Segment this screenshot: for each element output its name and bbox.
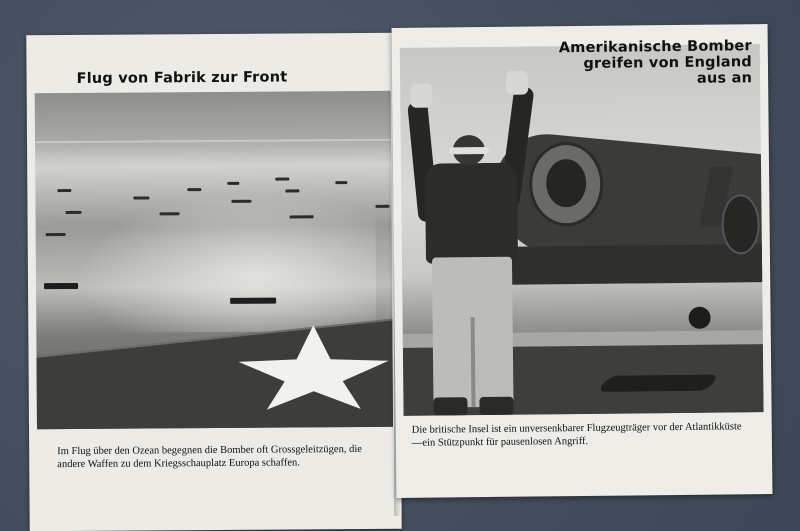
- ship: [227, 182, 239, 185]
- ship: [46, 233, 66, 236]
- horizon-line: [35, 139, 391, 143]
- ship: [187, 188, 201, 191]
- sea-sheen: [75, 191, 376, 333]
- left-page-title: Flug von Fabrik zur Front: [76, 69, 288, 87]
- ship: [231, 200, 251, 203]
- right-page-caption: Die britische Insel ist ein unversenkbarer Flugzeugträger vor der Atlantikküste—ein Stützpunkt für pausenlosen Angriff.: [411, 421, 742, 449]
- signalman-boot: [479, 397, 513, 415]
- propeller-engine-icon: [721, 194, 760, 254]
- signalman-jacket: [425, 163, 518, 264]
- right-page-title-line: Amerikanische Bomber: [558, 38, 752, 57]
- star-insignia-icon: [228, 321, 393, 412]
- right-page-title-line: greifen von England: [583, 54, 753, 72]
- signalman-figure: [410, 77, 534, 416]
- nose-gunner-window: [546, 159, 587, 207]
- ship: [133, 196, 149, 199]
- ship: [66, 211, 82, 214]
- convoy-photo: [35, 91, 393, 429]
- signalman-cap-band: [449, 147, 489, 154]
- ship: [335, 181, 347, 184]
- ship: [375, 205, 389, 208]
- ship: [275, 177, 289, 180]
- booklet: [28, 22, 770, 518]
- bomber-wing: [495, 244, 763, 285]
- bomber-nose: [529, 142, 604, 227]
- left-page-caption: Im Flug über den Ozean begegnen die Bomber oft Grossgeleitzügen, die andere Waffen zu dem Kriegsschauplatz Europa schaffen.: [57, 443, 362, 471]
- right-page: [392, 24, 773, 498]
- right-page-title-line: aus an: [696, 70, 753, 87]
- ship: [57, 189, 71, 192]
- left-page: [26, 33, 401, 531]
- ground-shadow: [597, 375, 720, 392]
- landing-gear-wheel: [688, 307, 710, 329]
- ship: [44, 283, 78, 289]
- bomber-photo: [400, 44, 764, 416]
- signalman-glove: [410, 84, 432, 108]
- ship: [230, 298, 276, 304]
- signalman-boot: [433, 397, 467, 415]
- ship: [285, 189, 299, 192]
- ship: [160, 212, 180, 215]
- ship: [290, 215, 314, 218]
- right-page-title: [512, 38, 752, 89]
